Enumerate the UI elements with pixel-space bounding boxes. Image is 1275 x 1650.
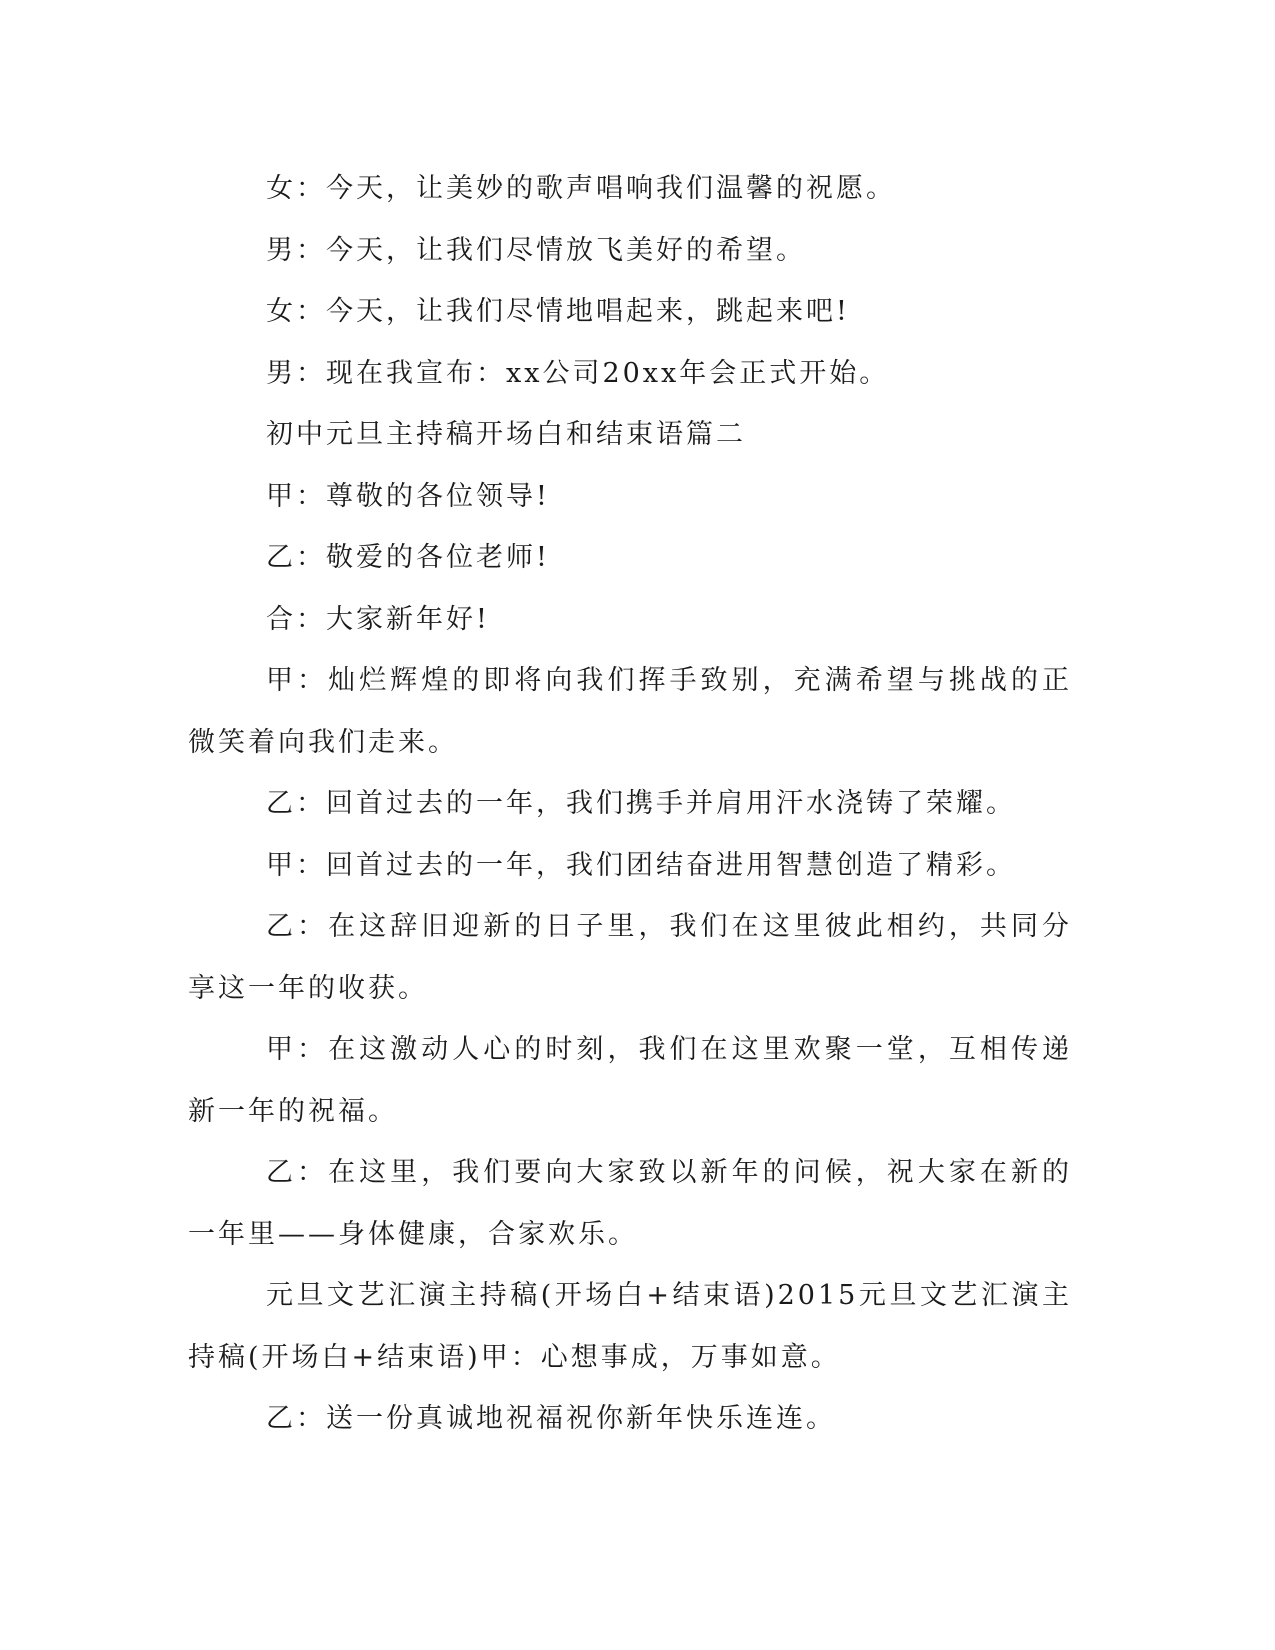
paragraph: 乙：回首过去的一年，我们携手并肩用汗水浇铸了荣耀。 <box>266 788 1016 819</box>
paragraph: 女：今天，让我们尽情地唱起来，跳起来吧! <box>266 296 850 327</box>
paragraph: 合：大家新年好! <box>266 603 490 635</box>
paragraph: 元旦文艺汇演主持稿(开场白+结束语)2015元旦文艺汇演主持稿(开场白+结束语)甲：心想事成，万事如意。 <box>188 1280 1072 1373</box>
paragraph: 甲：回首过去的一年，我们团结奋进用智慧创造了精彩。 <box>266 849 1016 881</box>
paragraph: 乙：在这里，我们要向大家致以新年的问候，祝大家在新的一年里——身体健康，合家欢乐。 <box>188 1157 1072 1250</box>
paragraph: 乙：在这辞旧迎新的日子里，我们在这里彼此相约，共同分享这一年的收获。 <box>188 911 1072 1004</box>
paragraph: 甲：尊敬的各位领导! <box>266 480 550 512</box>
document-body <box>188 158 1072 1450</box>
paragraph: 男：今天，让我们尽情放飞美好的希望。 <box>266 234 806 266</box>
paragraph: 甲：灿烂辉煌的即将向我们挥手致别，充满希望与挑战的正微笑着向我们走来。 <box>188 665 1072 758</box>
section-heading: 初中元旦主持稿开场白和结束语篇二 <box>266 419 746 450</box>
paragraph: 女：今天，让美妙的歌声唱响我们温馨的祝愿。 <box>266 173 896 204</box>
paragraph: 甲：在这激动人心的时刻，我们在这里欢聚一堂，互相传递新一年的祝福。 <box>188 1034 1072 1127</box>
paragraph: 男：现在我宣布：xx公司20xx年会正式开始。 <box>266 357 890 389</box>
paragraph: 乙：敬爱的各位老师! <box>266 542 550 573</box>
paragraph: 乙：送一份真诚地祝福祝你新年快乐连连。 <box>266 1403 836 1434</box>
